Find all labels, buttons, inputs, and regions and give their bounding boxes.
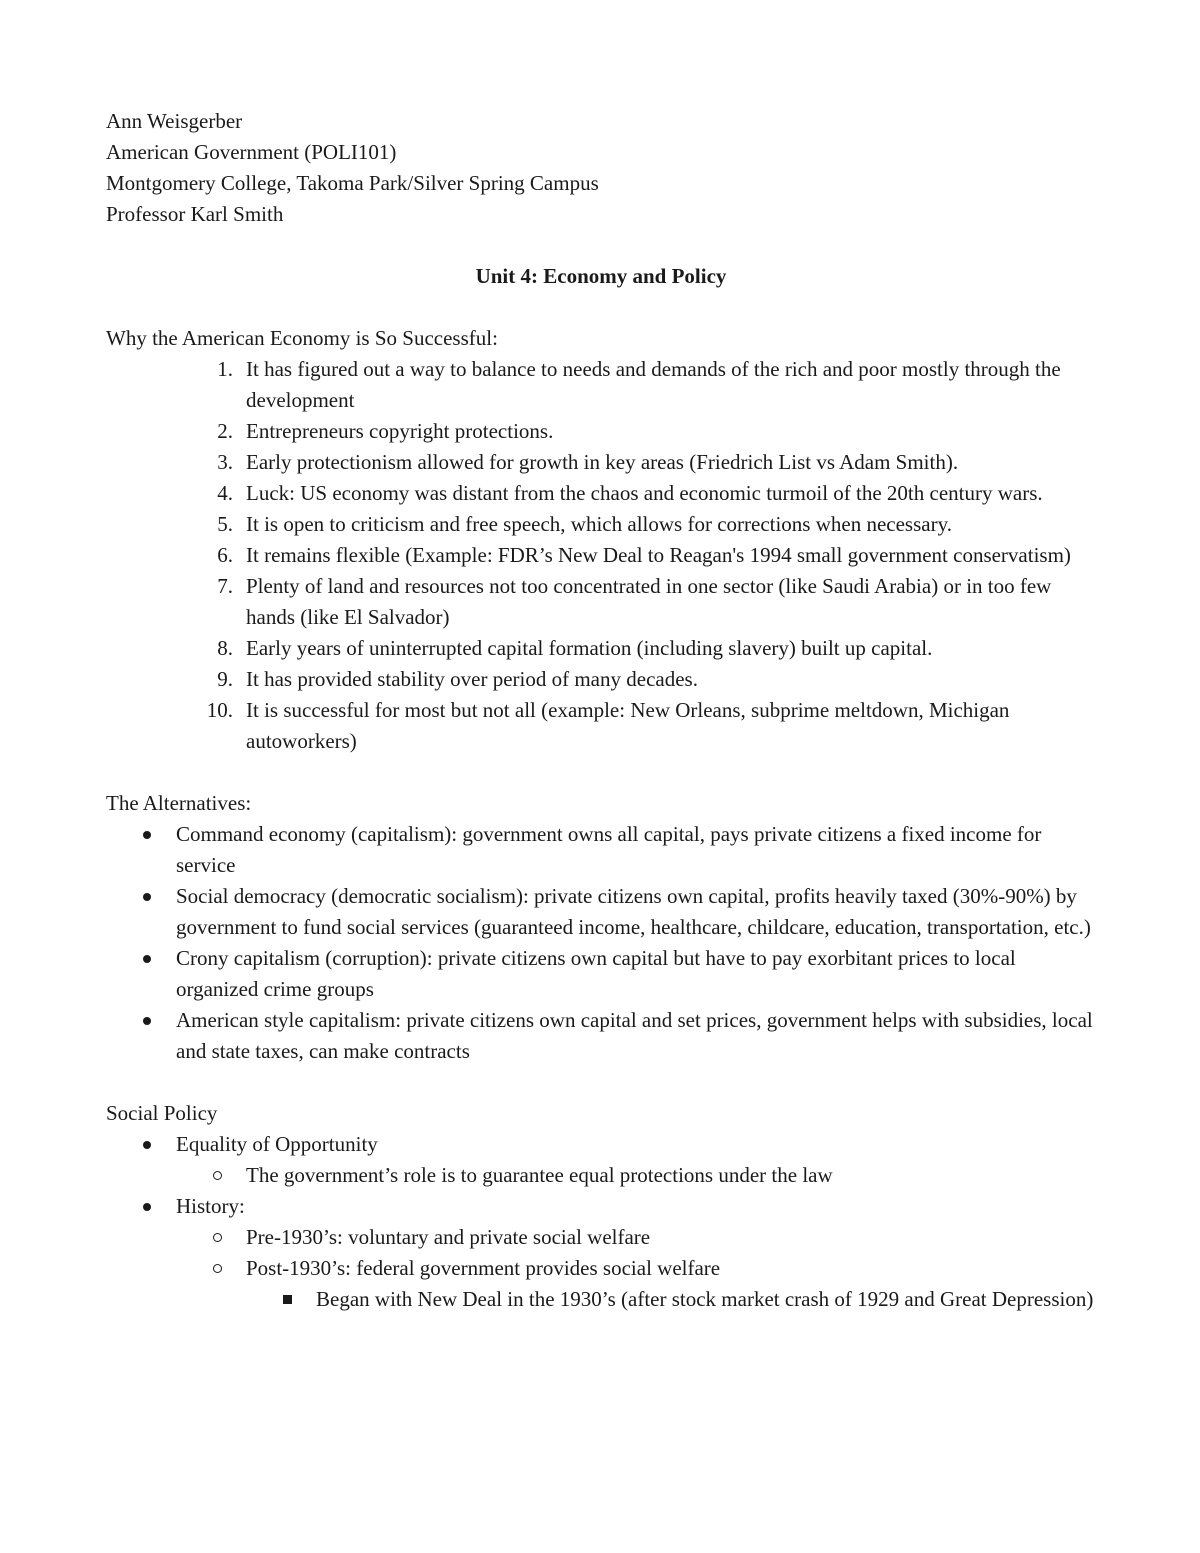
history-post-sublist bbox=[246, 1284, 1096, 1315]
equality-label: Equality of Opportunity bbox=[176, 1132, 378, 1156]
success-item bbox=[106, 416, 1096, 447]
alternative-item bbox=[106, 1005, 1096, 1067]
document-page bbox=[106, 106, 1096, 1315]
alternative-item bbox=[106, 819, 1096, 881]
social-policy-heading: Social Policy bbox=[106, 1101, 218, 1125]
success-list bbox=[106, 354, 1096, 757]
success-item bbox=[106, 354, 1096, 416]
history-post-detail bbox=[246, 1284, 1096, 1315]
history-label: History: bbox=[176, 1194, 245, 1218]
list-number: 5. bbox=[217, 512, 233, 536]
bullet-icon bbox=[143, 881, 151, 912]
success-item-text: Luck: US economy was distant from the chaos and economic turmoil of the 20th century wars. bbox=[246, 481, 1043, 505]
list-number: 9. bbox=[217, 667, 233, 691]
spacer bbox=[106, 292, 1096, 323]
social-policy-list bbox=[106, 1129, 1096, 1315]
spacer bbox=[106, 230, 1096, 261]
list-number: 6. bbox=[217, 543, 233, 567]
alternative-text: Social democracy (democratic socialism): private citizens own capital, profits heavily taxed (30%-90%) by government to fund social services (guaranteed income, healthcare, childcare, education, transportation, etc.) bbox=[176, 884, 1091, 939]
spacer bbox=[106, 757, 1096, 788]
list-number: 10. bbox=[206, 698, 233, 722]
success-item bbox=[106, 540, 1096, 571]
equality-sublist bbox=[176, 1160, 1096, 1191]
success-item bbox=[106, 633, 1096, 664]
success-item-text: It remains flexible (Example: FDR’s New Deal to Reagan's 1994 small government conservatism) bbox=[246, 543, 1071, 567]
equality-subitem bbox=[176, 1160, 1096, 1191]
list-number: 3. bbox=[217, 450, 233, 474]
alternative-text: American style capitalism: private citizens own capital and set prices, government helps with subsidies, local and state taxes, can make contracts bbox=[176, 1008, 1093, 1063]
equality-item bbox=[106, 1129, 1096, 1191]
list-number: 4. bbox=[217, 481, 233, 505]
spacer bbox=[106, 1067, 1096, 1098]
hollow-bullet-icon bbox=[213, 1222, 222, 1253]
bullet-icon bbox=[143, 943, 151, 974]
list-number: 7. bbox=[217, 574, 233, 598]
alternative-text: Crony capitalism (corruption): private citizens own capital but have to pay exorbitant prices to local organized crime groups bbox=[176, 946, 1016, 1001]
success-item-text: Plenty of land and resources not too concentrated in one sector (like Saudi Arabia) or in too few hands (like El Salvador) bbox=[246, 574, 1052, 629]
history-sublist bbox=[176, 1222, 1096, 1315]
history-subitem bbox=[176, 1222, 1096, 1253]
success-item bbox=[106, 447, 1096, 478]
alternatives-heading: The Alternatives: bbox=[106, 791, 252, 815]
success-item bbox=[106, 695, 1096, 757]
bullet-icon bbox=[143, 819, 151, 850]
success-item bbox=[106, 478, 1096, 509]
bullet-icon bbox=[143, 1005, 151, 1036]
list-number: 2. bbox=[217, 419, 233, 443]
history-item bbox=[106, 1191, 1096, 1315]
success-item bbox=[106, 664, 1096, 695]
success-item-text: Early protectionism allowed for growth in key areas (Friedrich List vs Adam Smith). bbox=[246, 450, 959, 474]
alternative-item bbox=[106, 881, 1096, 943]
bullet-icon bbox=[143, 1191, 151, 1222]
success-item-text: It has figured out a way to balance to needs and demands of the rich and poor mostly through the development bbox=[246, 357, 1061, 412]
history-post-detail-text: Began with New Deal in the 1930’s (after stock market crash of 1929 and Great Depression) bbox=[316, 1287, 1094, 1311]
success-item-text: It is open to criticism and free speech, which allows for corrections when necessary. bbox=[246, 512, 952, 536]
hollow-bullet-icon bbox=[213, 1160, 222, 1191]
bullet-icon bbox=[143, 1129, 151, 1160]
school-name: Montgomery College, Takoma Park/Silver Spring Campus bbox=[106, 171, 599, 195]
success-item-text: It has provided stability over period of many decades. bbox=[246, 667, 698, 691]
success-item-text: Early years of uninterrupted capital formation (including slavery) built up capital. bbox=[246, 636, 933, 660]
history-pre-text: Pre-1930’s: voluntary and private social welfare bbox=[246, 1225, 651, 1249]
square-bullet-icon bbox=[283, 1284, 292, 1315]
equality-subitem-text: The government’s role is to guarantee equal protections under the law bbox=[246, 1163, 833, 1187]
list-number: 1. bbox=[217, 357, 233, 381]
success-item-text: Entrepreneurs copyright protections. bbox=[246, 419, 554, 443]
hollow-bullet-icon bbox=[213, 1253, 222, 1284]
alternatives-list bbox=[106, 819, 1096, 1067]
professor-name: Professor Karl Smith bbox=[106, 202, 284, 226]
course-name: American Government (POLI101) bbox=[106, 140, 397, 164]
alternative-item bbox=[106, 943, 1096, 1005]
success-item-text: It is successful for most but not all (example: New Orleans, subprime meltdown, Michigan autoworkers) bbox=[246, 698, 1010, 753]
success-heading: Why the American Economy is So Successful: bbox=[106, 326, 498, 350]
history-subitem bbox=[176, 1253, 1096, 1315]
author-name: Ann Weisgerber bbox=[106, 109, 243, 133]
document-title: Unit 4: Economy and Policy bbox=[475, 264, 727, 288]
history-post-text: Post-1930’s: federal government provides social welfare bbox=[246, 1256, 721, 1280]
list-number: 8. bbox=[217, 636, 233, 660]
success-item bbox=[106, 571, 1096, 633]
success-item bbox=[106, 509, 1096, 540]
alternative-text: Command economy (capitalism): government owns all capital, pays private citizens a fixed income for service bbox=[176, 822, 1042, 877]
